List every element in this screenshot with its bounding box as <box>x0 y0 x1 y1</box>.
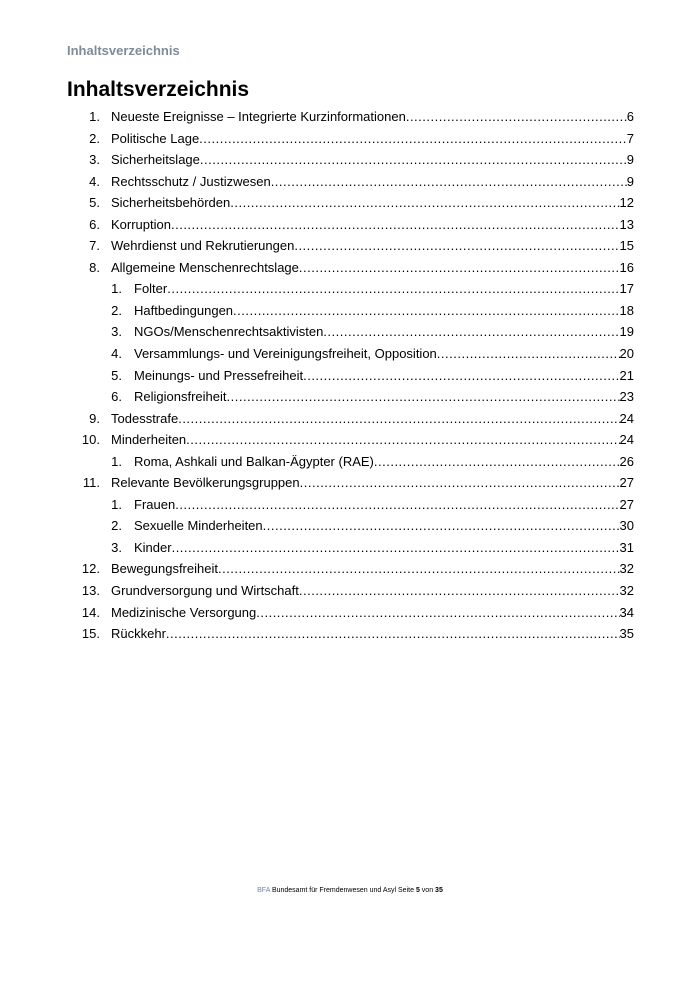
toc-entry-title: Sicherheitslage <box>111 152 200 168</box>
toc-entry-page: 31 <box>619 539 634 555</box>
dot-leader <box>218 558 620 580</box>
toc-entry-page: 27 <box>619 475 634 491</box>
toc-entry-page: 21 <box>619 367 634 383</box>
toc-entry-number: 3. <box>111 539 122 555</box>
toc-entry[interactable] <box>0 257 700 279</box>
toc-entry-number: 4. <box>89 173 100 189</box>
toc-subentry[interactable] <box>0 365 700 387</box>
dot-leader <box>186 429 619 451</box>
toc-entry[interactable] <box>0 149 700 171</box>
toc-entry-number: 4. <box>111 346 122 362</box>
dot-leader <box>233 300 620 322</box>
toc-entry-page: 16 <box>619 259 634 275</box>
toc-entry-page: 23 <box>619 389 634 405</box>
toc-entry-number: 7. <box>89 238 100 254</box>
toc-entry-title: Roma, Ashkali und Balkan-Ägypter (RAE) <box>134 453 374 469</box>
toc-subentry[interactable] <box>0 515 700 537</box>
toc-entry[interactable] <box>0 128 700 150</box>
toc-entry-title: Kinder <box>134 539 172 555</box>
toc-entry-title: Folter <box>134 281 168 297</box>
footer-of-label: von <box>421 887 434 894</box>
toc-entry-title: Versammlungs- und Vereinigungsfreiheit, Opposition <box>134 346 437 362</box>
dot-leader <box>167 278 619 300</box>
toc-subentry[interactable] <box>0 343 700 365</box>
toc-entry-number: 3. <box>89 152 100 168</box>
dot-leader <box>299 257 620 279</box>
toc-entry-number: 2. <box>111 302 122 318</box>
toc-entry[interactable] <box>0 580 700 602</box>
toc-entry-number: 1. <box>89 109 100 124</box>
dot-leader <box>271 171 627 193</box>
toc-entry-page: 17 <box>619 281 634 297</box>
dot-leader <box>303 365 619 387</box>
toc-entry-page: 15 <box>619 238 634 254</box>
dot-leader <box>300 472 620 494</box>
toc-entry-page: 30 <box>619 518 634 534</box>
toc-entry-number: 1. <box>111 496 122 512</box>
toc-entry-number: 15. <box>81 626 100 642</box>
toc-entry-page: 9 <box>626 173 634 189</box>
toc-entry-title: Relevante Bevölkerungsgruppen <box>111 475 300 491</box>
toc-entry[interactable] <box>0 192 700 214</box>
toc-entry[interactable] <box>0 235 700 257</box>
toc-entry-number: 6. <box>111 389 122 405</box>
dot-leader <box>263 515 620 537</box>
toc-entry-title: Neueste Ereignisse – Integrierte Kurzinformationen <box>111 109 406 124</box>
dot-leader <box>200 149 627 171</box>
dot-leader <box>175 494 619 516</box>
toc-entry-page: 27 <box>619 496 634 512</box>
toc-subentry[interactable] <box>0 537 700 559</box>
toc-entry-title: Meinungs- und Pressefreiheit <box>134 367 304 383</box>
toc-entry-page: 12 <box>619 195 634 211</box>
toc-entry-title: Politische Lage <box>111 130 200 146</box>
toc-entry-title: Grundversorgung und Wirtschaft <box>111 583 299 599</box>
toc-entry-number: 10. <box>81 432 100 448</box>
toc-entry-number: 14. <box>81 604 100 620</box>
dot-leader <box>256 602 619 624</box>
toc-subentry[interactable] <box>0 386 700 408</box>
dot-leader <box>374 451 620 473</box>
toc-entry-number: 12. <box>81 561 100 577</box>
dot-leader <box>437 343 620 365</box>
page-footer <box>0 887 700 894</box>
toc-subentry[interactable] <box>0 451 700 473</box>
toc-subentry[interactable] <box>0 494 700 516</box>
toc-entry-number: 5. <box>89 195 100 211</box>
toc-entry[interactable] <box>0 408 700 430</box>
dot-leader <box>406 106 627 128</box>
toc-entry[interactable] <box>0 558 700 580</box>
toc-entry[interactable] <box>0 171 700 193</box>
toc-entry-title: Wehrdienst und Rekrutierungen <box>111 238 295 254</box>
dot-leader <box>166 623 620 645</box>
toc-subentry[interactable] <box>0 278 700 300</box>
toc-entry-page: 26 <box>619 453 634 469</box>
toc-entry-title: Korruption <box>111 216 171 232</box>
toc-entry-page: 24 <box>619 410 634 426</box>
toc-entry-page: 34 <box>619 604 634 620</box>
dot-leader <box>323 321 619 343</box>
toc-entry-title: Allgemeine Menschenrechtslage <box>111 259 299 275</box>
toc-entry-page: 13 <box>619 216 634 232</box>
toc-entry-title: Frauen <box>134 496 176 512</box>
toc-entry[interactable] <box>0 214 700 236</box>
toc-entry-title: NGOs/Menschenrechtsaktivisten <box>134 324 324 340</box>
footer-current-page: 5 <box>415 887 420 894</box>
dot-leader <box>230 192 619 214</box>
toc-entry-number: 2. <box>111 518 122 534</box>
toc-entry-number: 3. <box>111 324 122 340</box>
toc-subentry[interactable] <box>0 300 700 322</box>
toc-entry-page: 9 <box>626 152 634 168</box>
dot-leader <box>178 408 619 430</box>
toc-entry-number: 1. <box>111 281 122 297</box>
toc-entry-number: 1. <box>111 453 122 469</box>
toc-entry[interactable] <box>0 106 700 128</box>
running-header: Inhaltsverzeichnis <box>67 43 180 58</box>
toc-entry-page: 19 <box>619 324 634 340</box>
toc-entry-title: Rückkehr <box>111 626 166 642</box>
toc-entry-title: Sexuelle Minderheiten <box>134 518 263 534</box>
toc-entry-number: 9. <box>89 410 100 426</box>
toc-entry[interactable] <box>0 472 700 494</box>
toc-entry-number: 6. <box>89 216 100 232</box>
toc-entry[interactable] <box>0 602 700 624</box>
dot-leader <box>199 128 627 150</box>
toc-entry-page: 7 <box>626 130 634 146</box>
dot-leader <box>227 386 620 408</box>
toc-entry-title: Rechtsschutz / Justizwesen <box>111 173 271 189</box>
toc-entry-page: 35 <box>619 626 634 642</box>
toc-entry-title: Minderheiten <box>111 432 187 448</box>
page-title: Inhaltsverzeichnis <box>67 78 250 101</box>
dot-leader <box>299 580 620 602</box>
toc-entry-page: 6 <box>626 109 634 124</box>
toc-entry-page: 24 <box>619 432 634 448</box>
footer-total-pages: 35 <box>435 887 443 894</box>
toc-entry[interactable] <box>0 623 700 645</box>
toc-entry-title: Sicherheitsbehörden <box>111 195 231 211</box>
footer-org-name: Bundesamt für Fremdenwesen und Asyl <box>271 887 397 894</box>
toc-entry-title: Haftbedingungen <box>134 302 234 318</box>
toc-entry-title: Medizinische Versorgung <box>111 604 257 620</box>
toc-entry-title: Religionsfreiheit <box>134 389 227 405</box>
dot-leader <box>294 235 619 257</box>
toc-entry-title: Bewegungsfreiheit <box>111 561 218 577</box>
toc-entry-page: 32 <box>619 561 634 577</box>
toc-list <box>0 106 700 645</box>
toc-entry-page: 32 <box>619 583 634 599</box>
dot-leader <box>171 214 620 236</box>
footer-page-label: Seite <box>398 887 414 894</box>
toc-entry-number: 11. <box>82 475 100 491</box>
toc-entry-title: Todesstrafe <box>111 410 179 426</box>
toc-entry-number: 13. <box>81 583 100 599</box>
toc-entry-number: 8. <box>89 259 100 275</box>
toc-entry[interactable] <box>0 429 700 451</box>
dot-leader <box>172 537 620 559</box>
toc-subentry[interactable] <box>0 321 700 343</box>
toc-entry-page: 18 <box>619 302 634 318</box>
bfa-logo: BFA <box>257 887 270 894</box>
toc-entry-number: 5. <box>111 367 122 383</box>
toc-entry-page: 20 <box>619 346 634 362</box>
toc-entry-number: 2. <box>89 130 100 146</box>
